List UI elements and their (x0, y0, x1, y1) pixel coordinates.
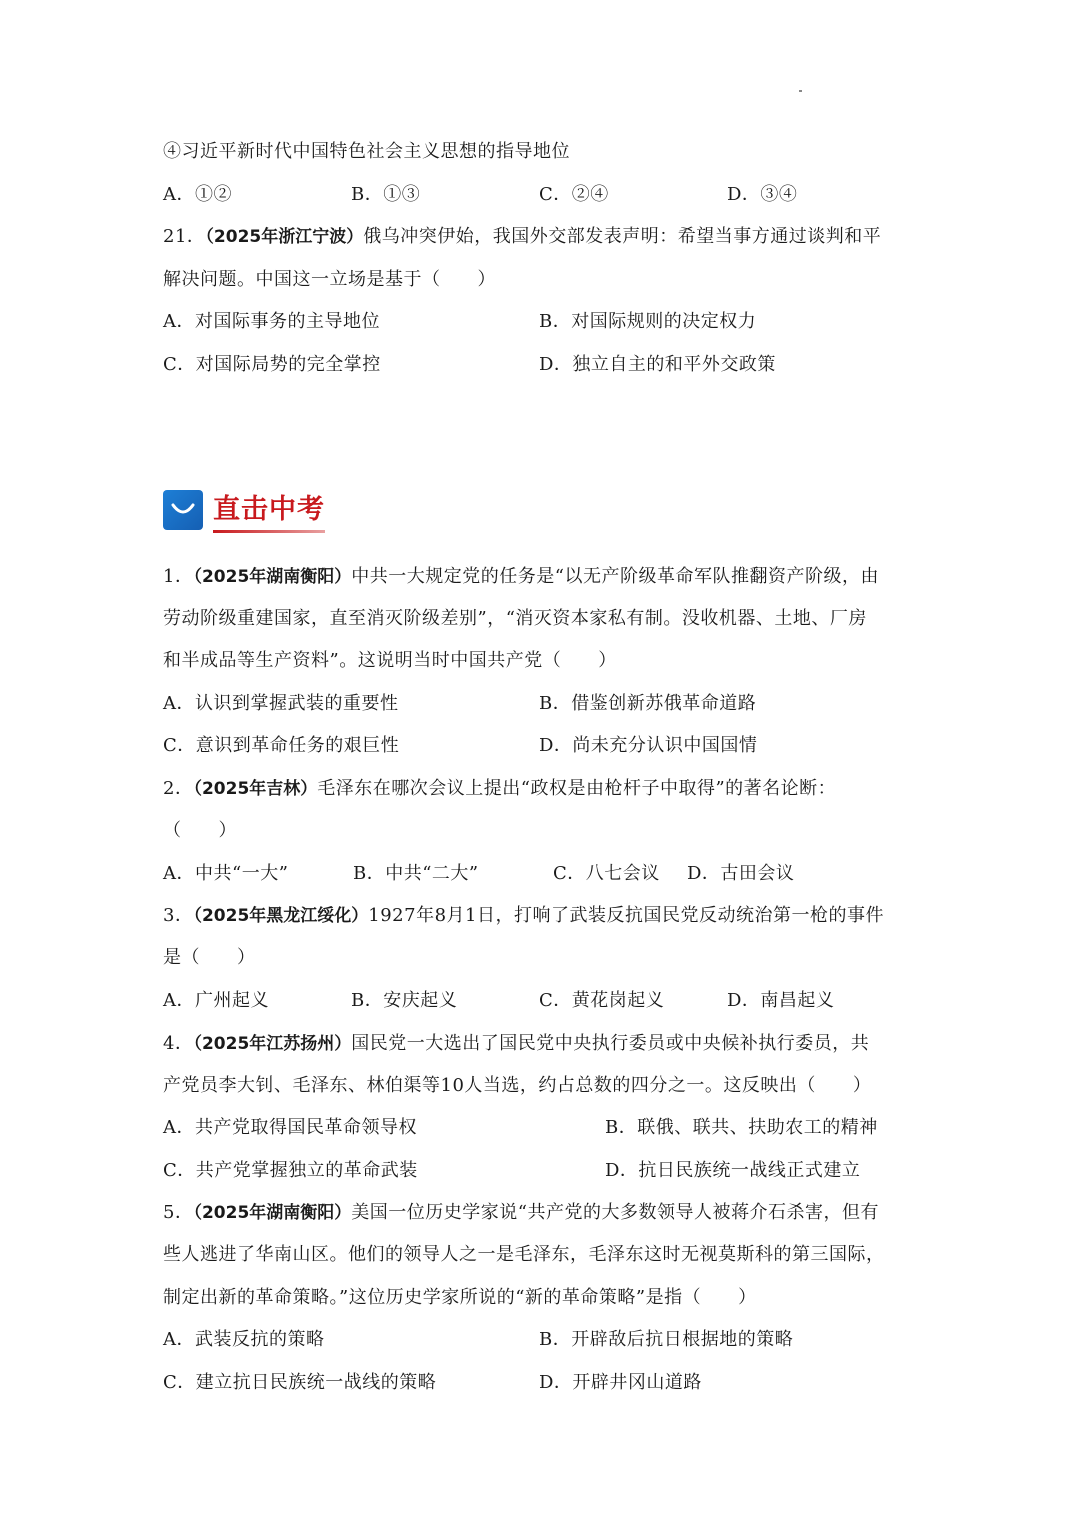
q5-stem-line-2: 些人逃进了华南山区。他们的领导人之一是毛泽东，毛泽东这时无视莫斯科的第三国际， (163, 1244, 885, 1265)
q5-option-d: D．开辟井冈山道路 (539, 1372, 702, 1393)
q21-option-b: B．对国际规则的决定权力 (539, 311, 757, 332)
q1-stem-line-2: 劳动阶级重建国家，直至消灭阶级差别”，“消灭资本家私有制。没收机器、土地、厂房 (163, 608, 867, 629)
question-text: 1927年8月1日，打响了武装反抗国民党反动统治第一枪的事件 (368, 905, 884, 926)
question-source: （2025年湖南衡阳） (193, 1203, 352, 1223)
question-text: 国民党一大选出了国民党中央执行委员或中央候补执行委员，共 (351, 1033, 870, 1054)
question-source: （2025年江苏扬州） (193, 1034, 352, 1054)
basket-icon (163, 490, 203, 530)
q20-option-b: B．①③ (351, 184, 421, 205)
q4-option-a: A．共产党取得国民革命领导权 (163, 1117, 417, 1138)
question-text: 美国一位历史学家说“共产党的大多数领导人被蒋介石杀害，但有 (351, 1202, 879, 1223)
question-number: 21． (163, 226, 206, 247)
scan-speck (799, 90, 802, 92)
question-text: 中共一大规定党的任务是“以无产阶级革命军队推翻资产阶级，由 (351, 566, 879, 587)
question-number: 4． (163, 1033, 194, 1054)
q21-stem-line-2: 解决问题。中国这一立场是基于（ ） (163, 269, 496, 290)
q3-option-a: A．广州起义 (163, 990, 269, 1011)
question-text: 毛泽东在哪次会议上提出“政权是由枪杆子中取得”的著名论断： (317, 778, 837, 799)
q21-option-d: D．独立自主的和平外交政策 (539, 354, 776, 375)
q1-stem-line-1 (163, 562, 879, 592)
q2-option-c: C．八七会议 (553, 863, 660, 884)
question-number: 2． (163, 778, 194, 799)
q1-option-a: A．认识到掌握武装的重要性 (163, 693, 399, 714)
q1-option-b: B．借鉴创新苏俄革命道路 (539, 693, 757, 714)
q20-option-c: C．②④ (539, 184, 609, 205)
q5-stem-line-3: 制定出新的革命策略。”这位历史学家所说的“新的革命策略”是指（ ） (163, 1287, 757, 1308)
q2-option-d: D．古田会议 (687, 863, 795, 884)
q3-option-b: B．安庆起义 (351, 990, 458, 1011)
q20-option-a: A．①② (163, 184, 232, 205)
q21-option-c: C．对国际局势的完全掌控 (163, 354, 381, 375)
section-header (163, 488, 325, 532)
q4-option-d: D．抗日民族统一战线正式建立 (605, 1160, 861, 1181)
q4-option-b: B．联俄、联共、扶助农工的精神 (605, 1117, 878, 1138)
section-title: 直击中考 (213, 490, 325, 530)
q4-stem-line-2: 产党员李大钊、毛泽东、林伯渠等10人当选，约占总数的四分之一。这反映出（ ） (163, 1075, 872, 1096)
q1-stem-line-3: 和半成品等生产资料”。这说明当时中国共产党（ ） (163, 650, 617, 671)
q3-stem-line-2: 是（ ） (163, 947, 256, 968)
q1-option-c: C．意识到革命任务的艰巨性 (163, 735, 400, 756)
q2-option-a: A．中共“一大” (163, 863, 289, 884)
q3-option-c: C．黄花岗起义 (539, 990, 665, 1011)
question-text: 俄乌冲突伊始，我国外交部发表声明：希望当事方通过谈判和平 (363, 226, 882, 247)
q2-stem-line-2: （ ） (163, 820, 237, 841)
q20-statement-4: ④习近平新时代中国特色社会主义思想的指导地位 (163, 141, 570, 162)
q21-option-a: A．对国际事务的主导地位 (163, 311, 380, 332)
question-number: 1． (163, 566, 194, 587)
q21-stem-line-1 (163, 222, 881, 252)
q5-option-b: B．开辟敌后抗日根据地的策略 (539, 1329, 794, 1350)
question-source: （2025年浙江宁波） (205, 227, 364, 247)
question-source: （2025年湖南衡阳） (193, 567, 352, 587)
q5-option-c: C．建立抗日民族统一战线的策略 (163, 1372, 437, 1393)
q4-option-c: C．共产党掌握独立的革命武装 (163, 1160, 418, 1181)
q5-option-a: A．武装反抗的策略 (163, 1329, 325, 1350)
q20-option-d: D．③④ (727, 184, 798, 205)
q3-option-d: D．南昌起义 (727, 990, 835, 1011)
question-number: 5． (163, 1202, 194, 1223)
q2-stem-line-1 (163, 774, 836, 804)
q5-stem-line-1 (163, 1198, 879, 1228)
question-source: （2025年黑龙江绥化） (193, 906, 369, 926)
q2-option-b: B．中共“二大” (353, 863, 479, 884)
question-source: （2025年吉林） (193, 779, 318, 799)
q4-stem-line-1 (163, 1029, 869, 1059)
q1-option-d: D．尚未充分认识中国国情 (539, 735, 758, 756)
question-number: 3． (163, 905, 194, 926)
q3-stem-line-1 (163, 901, 884, 931)
